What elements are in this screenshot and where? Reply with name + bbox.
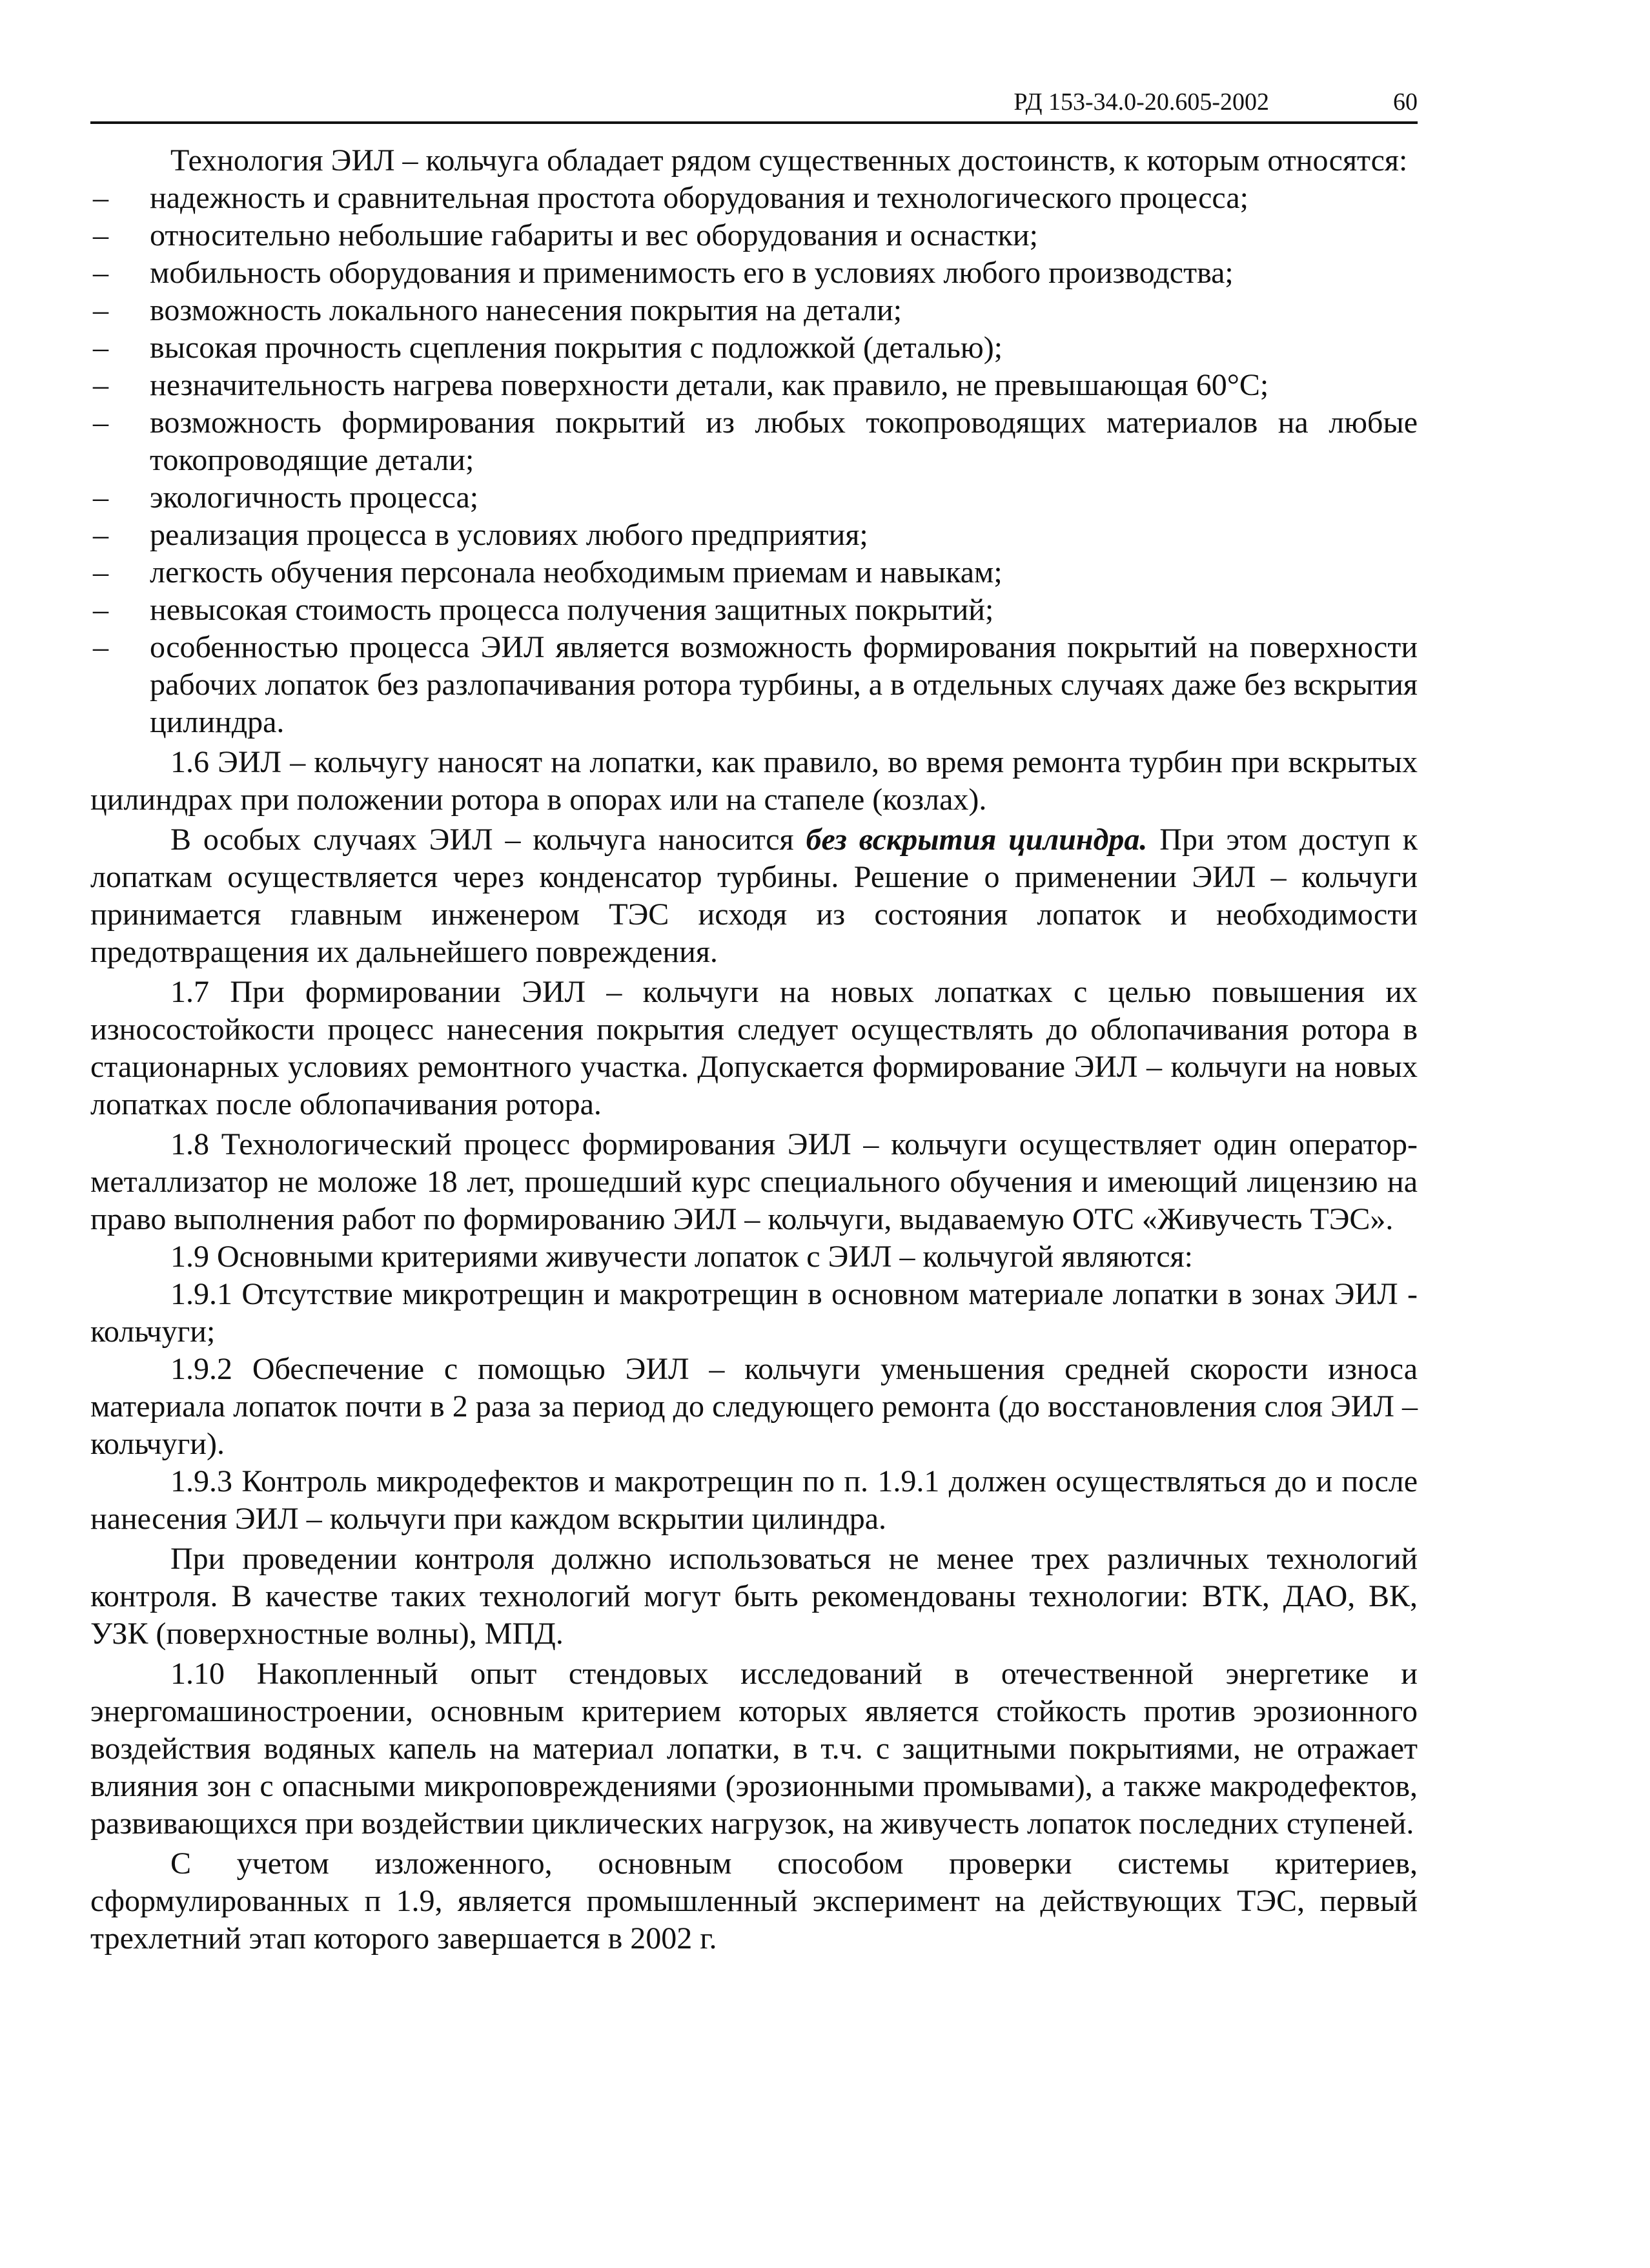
- document-body: [90, 142, 1418, 1957]
- list-dash: –: [93, 630, 108, 664]
- special-cases-text-end: При этом доступ к лопаткам осуществляется через конденсатор турбины. Решение о применении ЭИЛ – кольчуги принимается главным инженером ТЭС исходя из состояния лопаток и необходимости предотвращения их дальнейшего повреждения.: [90, 822, 1418, 969]
- list-item: [90, 479, 1418, 516]
- list-dash: –: [93, 405, 108, 440]
- list-dash: –: [93, 368, 108, 402]
- list-item: [90, 516, 1418, 554]
- paragraph-1-6: 1.6 ЭИЛ – кольчугу наносят на лопатки, как правило, во время ремонта турбин при вскрытых цилиндрах при положении ротора в опорах или на стапеле (козлах).: [90, 745, 1418, 817]
- list-item-text: мобильность оборудования и применимость его в условиях любого производства;: [150, 256, 1234, 290]
- list-item: [90, 629, 1418, 741]
- page-header: [90, 88, 1418, 124]
- list-item: [90, 217, 1418, 254]
- list-dash: –: [93, 555, 108, 589]
- page-number: 60: [1393, 88, 1418, 116]
- special-cases-text-start: В особых случаях ЭИЛ – кольчуга наносится: [170, 822, 806, 857]
- paragraph-control-technologies: При проведении контроля должно использоваться не менее трех различных технологий контроля. В качестве таких технологий могут быть рекомендованы технологии: ВТК, ДАО, ВК, УЗК (поверхностные волны), МПД.: [90, 1542, 1418, 1651]
- advantages-list: [90, 179, 1418, 741]
- list-dash: –: [93, 593, 108, 627]
- paragraph-1-10: 1.10 Накопленный опыт стендовых исследований в отечественной энергетике и энергомашиностроении, основным критерием которых является стойкость против эрозионного воздействия водяных капель на материал лопатки, в т.ч. с защитными покрытиями, не отражает влияния зон с опасными микроповреждениями (эрозионными промывами), а также макродефектов, развивающихся при воздействии циклических нагрузок, на живучесть лопаток последних ступеней.: [90, 1657, 1418, 1841]
- list-item-text: возможность формирования покрытий из любых токопроводящих материалов на любые токопроводящие детали;: [150, 405, 1418, 477]
- list-dash: –: [93, 256, 108, 290]
- list-item-text: невысокая стоимость процесса получения защитных покрытий;: [150, 593, 994, 627]
- special-cases-emphasis: без вскрытия цилиндра.: [806, 822, 1148, 857]
- list-item-text: высокая прочность сцепления покрытия с подложкой (деталью);: [150, 331, 1003, 365]
- document-code: РД 153-34.0-20.605-2002: [1013, 88, 1269, 116]
- list-item: [90, 292, 1418, 329]
- list-dash: –: [93, 480, 108, 515]
- list-item: [90, 179, 1418, 217]
- list-item: [90, 329, 1418, 367]
- paragraph-1-8: 1.8 Технологический процесс формирования ЭИЛ – кольчуги осуществляет один оператор-металлизатор не моложе 18 лет, прошедший курс специального обучения и имеющий лицензию на право выполнения работ по формированию ЭИЛ – кольчуги, выдаваемую ОТС «Живучесть ТЭС».: [90, 1127, 1418, 1236]
- paragraph-1-9-3: 1.9.3 Контроль микродефектов и макротрещин по п. 1.9.1 должен осуществляться до и после нанесения ЭИЛ – кольчуги при каждом вскрытии цилиндра.: [90, 1464, 1418, 1536]
- list-item-text: возможность локального нанесения покрытия на детали;: [150, 293, 902, 327]
- paragraph-1-7: 1.7 При формировании ЭИЛ – кольчуги на новых лопатках с целью повышения их износостойкости процесс нанесения покрытия следует осуществлять до облопачивания ротора в стационарных условиях ремонтного участка. Допускается формирование ЭИЛ – кольчуги на новых лопатках после облопачивания ротора.: [90, 975, 1418, 1121]
- list-item: [90, 591, 1418, 629]
- list-dash: –: [93, 181, 108, 215]
- intro-paragraph: Технология ЭИЛ – кольчуга обладает рядом существенных достоинств, к которым относятся:: [170, 143, 1408, 178]
- list-item-text: легкость обучения персонала необходимым приемам и навыкам;: [150, 555, 1003, 589]
- list-item: [90, 254, 1418, 292]
- paragraph-special-cases: [90, 821, 1418, 971]
- list-item: [90, 404, 1418, 479]
- list-dash: –: [93, 293, 108, 327]
- list-item: [90, 554, 1418, 591]
- list-dash: –: [93, 518, 108, 552]
- list-dash: –: [93, 331, 108, 365]
- list-item-text: особенностью процесса ЭИЛ является возможность формирования покрытий на поверхности рабочих лопаток без разлопачивания ротора турбины, а в отдельных случаях даже без вскрытия цилиндра.: [150, 630, 1418, 739]
- paragraph-final: С учетом изложенного, основным способом проверки системы критериев, сформулированных п 1.9, является промышленный эксперимент на действующих ТЭС, первый трехлетний этап которого завершается в 2002 г.: [90, 1846, 1418, 1956]
- list-item-text: реализация процесса в условиях любого предприятия;: [150, 518, 868, 552]
- list-item: [90, 367, 1418, 404]
- list-item-text: надежность и сравнительная простота оборудования и технологического процесса;: [150, 181, 1248, 215]
- paragraph-1-9: 1.9 Основными критериями живучести лопаток с ЭИЛ – кольчугой являются:: [170, 1240, 1193, 1274]
- list-item-text: незначительность нагрева поверхности детали, как правило, не превышающая 60°С;: [150, 368, 1269, 402]
- list-item-text: относительно небольшие габариты и вес оборудования и оснастки;: [150, 218, 1038, 252]
- paragraph-1-9-1: 1.9.1 Отсутствие микротрещин и макротрещин в основном материале лопатки в зонах ЭИЛ - кольчуги;: [90, 1277, 1418, 1349]
- list-dash: –: [93, 218, 108, 252]
- paragraph-1-9-2: 1.9.2 Обеспечение с помощью ЭИЛ – кольчуги уменьшения средней скорости износа материала лопаток почти в 2 раза за период до следующего ремонта (до восстановления слоя ЭИЛ – кольчуги).: [90, 1352, 1418, 1461]
- list-item-text: экологичность процесса;: [150, 480, 479, 515]
